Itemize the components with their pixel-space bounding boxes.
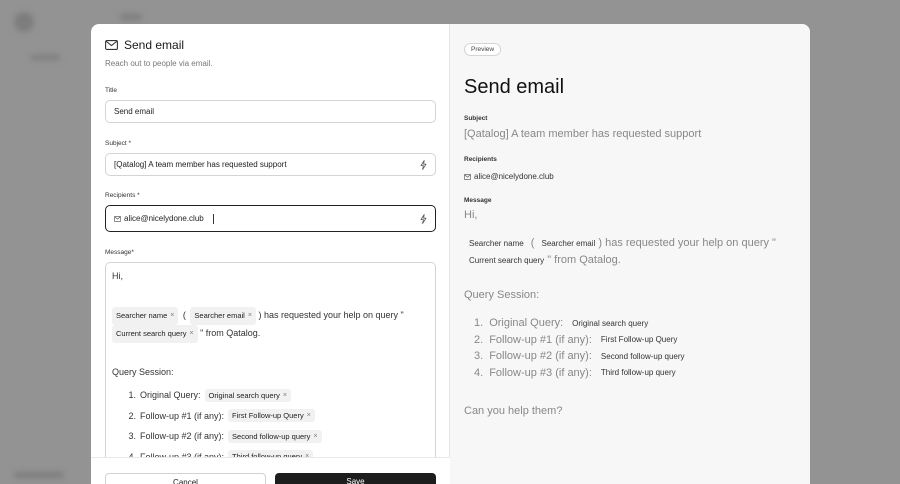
- subject-field-label: Subject *: [105, 140, 132, 147]
- session-heading: Query Session:: [112, 367, 174, 377]
- variable-tag[interactable]: Searcher email ×: [190, 307, 256, 325]
- list-label: Original Query:: [489, 317, 564, 330]
- preview-variable: Searcher name: [469, 239, 524, 248]
- preview-list-item: [474, 315, 810, 332]
- form-panel: [91, 24, 450, 484]
- title-field-value: Send email: [114, 107, 155, 116]
- message-editor[interactable]: [105, 262, 436, 484]
- close-icon[interactable]: ×: [313, 432, 318, 440]
- recipient-chip[interactable]: alice@nicelydone.club: [124, 214, 204, 223]
- close-icon[interactable]: ×: [170, 312, 175, 319]
- list-label: Follow-up #2 (if any):: [140, 431, 225, 442]
- preview-list-item: [474, 365, 810, 382]
- list-item: [126, 426, 429, 447]
- preview-recipient: alice@nicelydone.club: [464, 172, 810, 181]
- list-item: [126, 385, 429, 406]
- modal-title: Send email: [124, 38, 185, 52]
- close-icon[interactable]: ×: [247, 312, 252, 319]
- preview-variable: Current search query: [469, 256, 545, 265]
- message-greeting: Hi,: [112, 271, 123, 281]
- variable-tag[interactable]: First Follow-up Query ×: [228, 409, 315, 422]
- preview-variable: Original search query: [572, 318, 649, 328]
- save-button[interactable]: Save: [275, 473, 436, 484]
- list-number: 3.: [128, 431, 136, 442]
- bolt-icon[interactable]: [420, 160, 427, 170]
- recipients-field-label: Recipients *: [105, 192, 140, 199]
- variable-tag[interactable]: Searcher name ×: [112, 307, 178, 325]
- blurred-app-text: [30, 55, 60, 60]
- preview-variable: Searcher email: [541, 239, 596, 248]
- recipients-field[interactable]: [105, 205, 436, 232]
- bolt-icon[interactable]: [420, 214, 427, 224]
- modal-header: [105, 38, 213, 68]
- close-icon[interactable]: ×: [282, 391, 287, 399]
- subject-field[interactable]: [105, 153, 436, 176]
- list-item: [126, 406, 429, 427]
- send-email-modal: [91, 24, 810, 484]
- blurred-app-text: [120, 14, 142, 20]
- list-label: Follow-up #1 (if any):: [140, 410, 225, 421]
- close-icon[interactable]: ×: [306, 412, 311, 420]
- preview-session-heading: Query Session:: [464, 289, 540, 301]
- preview-variable: First Follow-up Query: [600, 335, 678, 345]
- preview-panel: [450, 24, 810, 484]
- preview-title: Send email: [464, 76, 565, 98]
- list-number: 4.: [474, 366, 484, 379]
- message-paragraph: Searcher name × ( Searcher email × ) has requested your help on query " Current search query × " from Qatalog.: [112, 307, 429, 343]
- mail-icon: [464, 174, 471, 180]
- variable-tag[interactable]: Original search query ×: [205, 389, 291, 402]
- preview-list-item: [474, 332, 810, 349]
- title-field-label: Title: [105, 87, 118, 94]
- list-label: Original Query:: [140, 390, 201, 401]
- variable-tag[interactable]: Current search query ×: [112, 325, 198, 343]
- blurred-app-text: [14, 472, 64, 478]
- cancel-button[interactable]: Cancel: [105, 473, 266, 484]
- list-number: 3.: [474, 350, 484, 363]
- list-number: 1.: [128, 390, 136, 401]
- modal-subtitle: Reach out to people via email.: [105, 59, 213, 68]
- preview-closing: Can you help them?: [464, 405, 563, 417]
- preview-paragraph: Searcher name ( Searcher email ) has requested your help on query " Current search query " from Qatalog.: [469, 237, 776, 266]
- preview-badge: Preview: [464, 43, 501, 56]
- text-cursor: [213, 214, 214, 224]
- preview-greeting: Hi,: [464, 209, 478, 221]
- preview-variable: Third follow-up query: [600, 368, 676, 378]
- list-label: Follow-up #3 (if any):: [489, 366, 592, 379]
- list-number: 1.: [474, 317, 484, 330]
- mail-icon: [114, 216, 121, 222]
- preview-query-list: [464, 315, 810, 381]
- subject-field-value: [Qatalog] A team member has requested support: [114, 160, 287, 169]
- list-number: 2.: [128, 410, 136, 421]
- list-label: Follow-up #2 (if any):: [489, 350, 592, 363]
- mail-icon: [105, 40, 118, 50]
- preview-list-item: [474, 348, 810, 365]
- close-icon[interactable]: ×: [189, 330, 194, 337]
- preview-recipients-label: Recipients: [464, 156, 497, 163]
- preview-subject-label: Subject: [464, 115, 488, 122]
- blurred-app-logo: [14, 12, 34, 32]
- preview-subject: [Qatalog] A team member has requested support: [464, 128, 702, 140]
- modal-footer: [91, 457, 450, 484]
- list-label: Follow-up #1 (if any):: [489, 333, 592, 346]
- query-list: [112, 385, 429, 467]
- variable-tag[interactable]: Second follow-up query ×: [228, 430, 321, 443]
- title-field[interactable]: [105, 100, 436, 123]
- message-field-label: Message*: [105, 249, 134, 256]
- list-number: 2.: [474, 333, 484, 346]
- preview-variable: Second follow-up query: [600, 351, 685, 361]
- preview-message-label: Message: [464, 197, 492, 204]
